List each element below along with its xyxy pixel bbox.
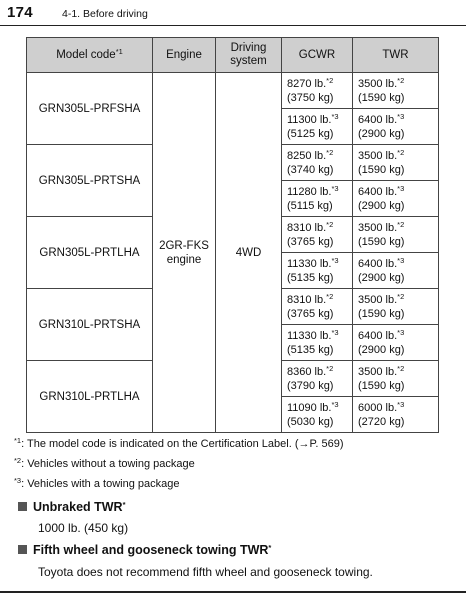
gcwr-cell: 11280 lb.$^{*3}$ (5115 kg) [282,181,353,217]
header-twr: TWR [353,38,439,73]
twr-cell: 6400 lb.$^{*3}$ (2900 kg) [353,181,439,217]
table-header-row [27,38,439,73]
twr-cell: 6400 lb.$^{*3}$ (2900 kg) [353,109,439,145]
bottom-rule [0,591,466,593]
towing-capacity-table [26,37,439,433]
driving-system-cell: 4WD [216,73,282,433]
header-model-code: Model code$^{*1}$ [27,38,153,73]
model-code-cell: GRN305L-PRTLHA [27,217,153,289]
fifth-wheel-heading: Fifth wheel and gooseneck towing TWR* [18,543,271,557]
footnote-text: : Vehicles with a towing package [21,478,180,490]
twr-cell: 3500 lb.$^{*2}$ (1590 kg) [353,217,439,253]
header-rule [0,25,466,26]
gcwr-cell: 8360 lb.$^{*2}$ (3790 kg) [282,361,353,397]
header-gcwr: GCWR [282,38,353,73]
section-title: 4-1. Before driving [62,8,148,20]
gcwr-cell: 11090 lb.$^{*3}$ (5030 kg) [282,397,353,433]
twr-cell: 3500 lb.$^{*2}$ (1590 kg) [353,145,439,181]
gcwr-cell: 11330 lb.$^{*3}$ (5135 kg) [282,325,353,361]
page-number: 174 [7,4,33,21]
footnote-1: $^{*1}$: The model code is indicated on the Certification Label. (→P. 569) [14,436,344,450]
gcwr-cell: 8270 lb.$^{*2}$ (3750 kg) [282,73,353,109]
model-code-cell: GRN305L-PRFSHA [27,73,153,145]
square-bullet-icon [18,545,27,554]
gcwr-cell: 8250 lb.$^{*2}$ (3740 kg) [282,145,353,181]
twr-cell: 3500 lb.$^{*2}$ (1590 kg) [353,73,439,109]
footnote-mark: *1 [115,46,123,56]
gcwr-cell: 8310 lb.$^{*2}$ (3765 kg) [282,217,353,253]
footnote-text: : The model code is indicated on the Certification Label. (→P. 569) [21,438,344,450]
fifth-wheel-text: Toyota does not recommend fifth wheel and gooseneck towing. [38,565,373,579]
page-header [0,0,466,30]
footnote-3: $^{*3}$: Vehicles with a towing package [14,476,180,490]
unbraked-twr-value: 1000 lb. (450 kg) [38,521,129,535]
footnote-text: : Vehicles without a towing package [21,458,195,470]
unbraked-twr-heading: Unbraked TWR* [18,500,126,514]
twr-cell: 6000 lb.$^{*3}$ (2720 kg) [353,397,439,433]
twr-cell: 3500 lb.$^{*2}$ (1590 kg) [353,289,439,325]
footnotes [14,434,454,494]
gcwr-cell: 8310 lb.$^{*2}$ (3765 kg) [282,289,353,325]
gcwr-cell: 11330 lb.$^{*3}$ (5135 kg) [282,253,353,289]
twr-cell: 6400 lb.$^{*3}$ (2900 kg) [353,253,439,289]
header-driving-system: Driving system [216,38,282,73]
twr-cell: 3500 lb.$^{*2}$ (1590 kg) [353,361,439,397]
model-code-cell: GRN310L-PRTSHA [27,289,153,361]
twr-cell: 6400 lb.$^{*3}$ (2900 kg) [353,325,439,361]
square-bullet-icon [18,502,27,511]
table-row [27,73,439,109]
footnote-2: $^{*2}$: Vehicles without a towing package [14,456,195,470]
model-code-cell: GRN310L-PRTLHA [27,361,153,433]
header-engine: Engine [153,38,216,73]
engine-cell: 2GR-FKS engine [153,73,216,433]
model-code-cell: GRN305L-PRTSHA [27,145,153,217]
gcwr-cell: 11300 lb.$^{*3}$ (5125 kg) [282,109,353,145]
